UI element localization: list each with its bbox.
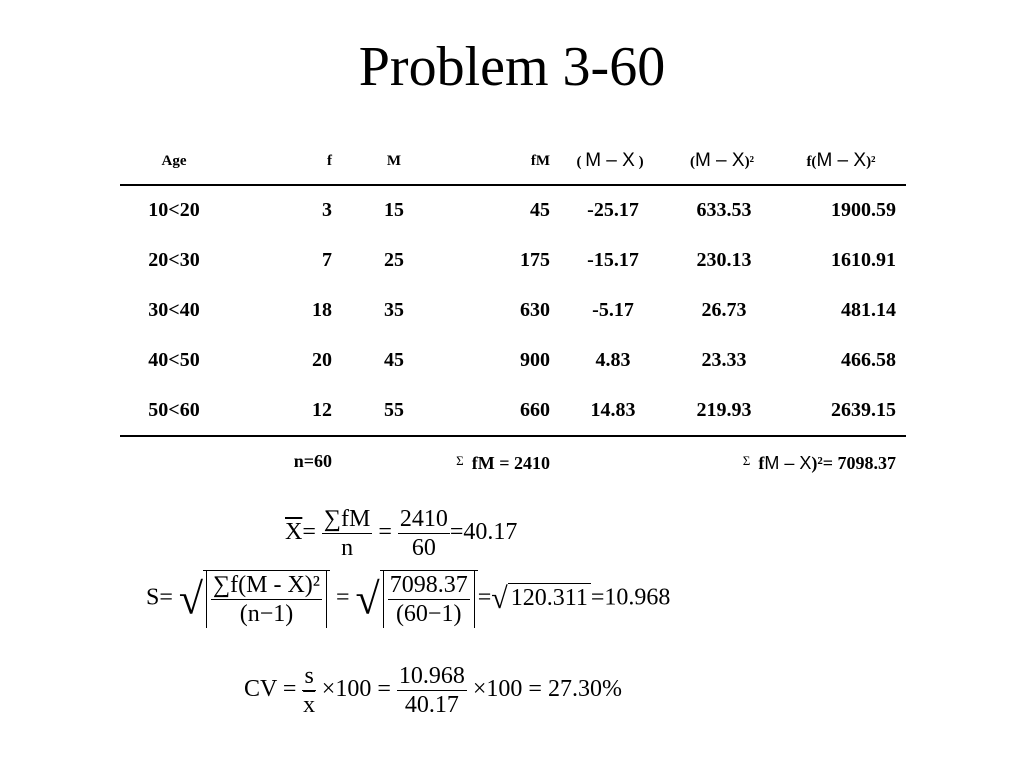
cv-ratio: $\frac{s}{x}$ [303,663,316,718]
cell-m: 15 [384,199,404,221]
cell-fsq: 1900.59 [831,199,896,221]
cell-f: 12 [312,399,332,421]
cell-dev: -5.17 [592,299,634,321]
header-deviation: ( M – X ) [576,150,644,171]
cell-sq: 633.53 [696,199,752,221]
cell-dev: 14.83 [590,399,636,421]
cell-f: 3 [322,199,332,221]
cell-f: 20 [312,349,332,371]
cell-fm: 630 [520,299,550,321]
cv-value-fraction: $\frac{10.968}{40.17}$ [398,663,465,718]
header-squared-deviation: (M – X)² [689,150,755,171]
cell-dev: 4.83 [595,349,631,371]
header-m: M [386,153,402,169]
sd-value-radical: √ $\frac{7098.37}{(60-1)}$ [356,570,478,628]
header-weighted-squared-deviation: f(M – X)² [806,150,876,171]
cell-age: 50<60 [148,399,200,421]
cell-age: 30<40 [148,299,200,321]
header-fm: fM [530,153,550,169]
total-fm: $^\Sigma$ fM = 2410 [456,453,550,473]
cell-fsq: 481.14 [841,299,896,321]
cell-f: 7 [322,249,332,271]
cell-m: 55 [384,399,404,421]
mean-formula: $\overline{X}=$ $\frac{\sum fM}{n}$ = $\frac{2410}{60}$ =40.17 [285,506,518,561]
cell-fm: 45 [530,199,550,221]
sd-formula: S= √ $\frac{\text{∑f(M - X)²}}{(n-1)}$ = √ $\frac{7098.37}{(60-1)}$ =√ 120.311 =10.968 [146,572,671,627]
cell-age: 10<20 [148,199,200,221]
cell-fm: 660 [520,399,550,421]
cell-sq: 219.93 [696,399,752,421]
mean-symbol: $\overline{X}$ [285,519,303,546]
cell-fsq: 2639.15 [831,399,896,421]
cell-fsq: 466.58 [841,349,896,371]
cell-fm: 175 [520,249,550,271]
total-fsq: $^\Sigma$ fM – X)²= 7098.37 [742,453,896,473]
page-title: Problem 3-60 [358,36,666,98]
sd-radical: √ $\frac{\text{∑f(M - X)²}}{(n-1)}$ [179,570,330,628]
table-footer-rule [120,435,906,437]
cell-age: 20<30 [148,249,200,271]
cell-age: 40<50 [148,349,200,371]
cell-fsq: 1610.91 [831,249,896,271]
cell-sq: 26.73 [701,299,747,321]
cell-m: 25 [384,249,404,271]
cv-formula: CV = $\frac{s}{x}$ ×100 = $\frac{10.968}{40.17}$ ×100 = 27.30% [244,663,622,718]
total-n: n=60 [293,451,332,471]
cell-f: 18 [312,299,332,321]
header-f: f [327,153,332,169]
cell-m: 35 [384,299,404,321]
mean-fraction: $\frac{\sum fM}{n}$ [323,506,371,561]
cell-fm: 900 [520,349,550,371]
cell-dev: -25.17 [587,199,639,221]
cell-dev: -15.17 [587,249,639,271]
header-age: Age [161,153,187,169]
cell-m: 45 [384,349,404,371]
cell-sq: 23.33 [701,349,747,371]
table-header-rule [120,184,906,186]
cell-sq: 230.13 [696,249,752,271]
mean-value-fraction: $\frac{2410}{60}$ [399,506,448,561]
